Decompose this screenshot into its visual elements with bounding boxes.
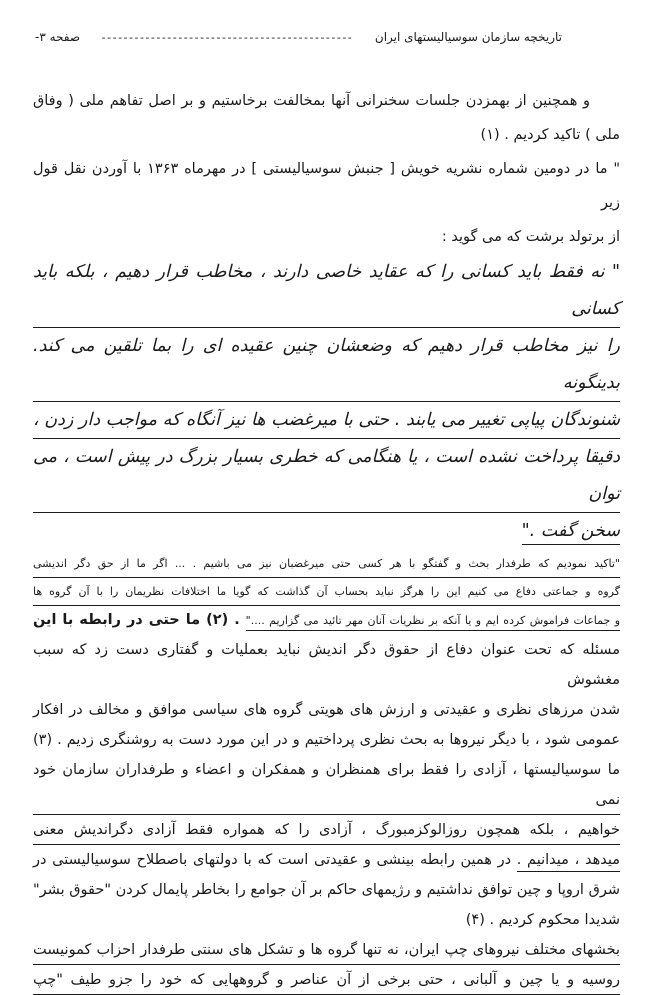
emphasized-text: سخن گفت ." <box>522 521 620 545</box>
text-line <box>33 875 620 905</box>
text-segment: شدن مرزهاى نظرى و عقيدتى و ارزش هاى هويتى گروه هاى سياسى موافق و مخالف در افكار <box>33 702 620 718</box>
text-segment: " نه فقط بايد كسانى را كه عقايد خاصى دارند ، مخاطب قرار دهيم ، بلكه بايد كسانى <box>33 262 620 319</box>
text-line <box>33 402 620 439</box>
text-line <box>33 118 620 152</box>
text-segment: عمومى شود ، با ديگر نيروها به بحث نظرى پرداختيم و در اين مورد دست به روشنگرى زديم . (۳) <box>33 732 620 748</box>
page-number-label: صفحه ۳- <box>35 30 81 44</box>
text-segment: روسيه و يا چين و آلبانى ، حتى برخى از آن عناصر و گروههايى كه خود را جزو طيف "چپ <box>33 972 620 988</box>
text-segment: شرق اروپا و چين توافق نداشتيم و رژيمهاى حاكم بر آن جوامع را بخاطر پايمال كردن "حقوق بشر" <box>33 882 620 898</box>
text-segment: ملى ) تاكيد كرديم . (۱) <box>480 127 620 143</box>
paragraph-journal-issue <box>33 152 620 254</box>
text-segment: شديدا محكوم كرديم . (۴) <box>465 912 620 928</box>
text-segment: خواهيم ، بلكه همچون روزالوكزمبورگ ، آزادى را كه همواره فقط آزادى دگرانديش معنى <box>33 822 620 838</box>
text-segment: بخشهاى مختلف نيروهاى چپ ايران، نه تنها گروه ها و تشكل هاى سنتى طرفدار احزاب كمونيست <box>33 942 620 958</box>
text-line <box>33 755 620 815</box>
header-separator-rule: ---------------------------------------------- <box>101 30 354 44</box>
text-segment: و همچنين از بهمزدن جلسات سخنرانى آنها بمخالفت برخاستيم و بر اصل تفاهم ملى ( وفاق <box>33 93 590 109</box>
paragraph-freedom-and-left <box>33 635 620 995</box>
text-line <box>33 965 620 995</box>
text-segment: در همين رابطه بينشى و عقيدتى است كه با دولتهاى باصطلاح سوسياليستى در <box>33 852 517 868</box>
text-line <box>33 845 620 875</box>
document-body <box>33 84 620 995</box>
emphasized-text: ميدهد ، ميدانيم . <box>517 852 620 872</box>
emphasized-text: و جماعات فراموش كرده ايم و يا آنكه بر نظريات آنان مهر تائيد مى گزاريم ...." <box>246 614 620 631</box>
text-segment: را نيز مخاطب قرار دهيم كه وضعشان چنين عقيده اى را بما تلقين مى كند. بدينگونه <box>33 336 620 393</box>
text-line <box>33 439 620 513</box>
emphasized-text: . (۲) ما حتى در رابطه با اين <box>33 612 246 628</box>
text-line <box>33 695 620 725</box>
text-line <box>33 635 620 695</box>
text-line <box>33 725 620 755</box>
text-line <box>33 513 620 550</box>
text-line <box>33 84 620 118</box>
text-line <box>33 935 620 965</box>
text-segment: "تاكيد نموديم كه طرفدار بحث و گفتگو با هر كسى حتى ميرغضبان نيز مى باشيم . ... اگر ما از حق دگر انديشى <box>33 557 620 570</box>
page-header <box>33 30 620 44</box>
text-segment: از برتولد برشت كه مى گويد : <box>441 229 620 245</box>
document-title: تاريخچه سازمان سوسياليستهاى ايران <box>374 30 562 44</box>
text-segment: " ما در دومين شماره نشريه خويش [ جنبش سوسياليستى ] در مهرماه ۱۳۶۳ با آوردن نقل قول زير <box>33 161 620 211</box>
text-segment: گروه و جماعتى دفاع مى كنيم اين را هرگز نبايد بحساب آن گذاشت كه گويا ما اختلافات نظريمان را با آن گروه ها <box>33 585 620 598</box>
text-line <box>33 815 620 845</box>
text-line <box>33 905 620 935</box>
text-line <box>33 550 620 578</box>
paragraph-national-accord <box>33 84 620 152</box>
text-segment: دقيقا پرداخت نشده است ، يا هنگامى كه خطرى بسيار بزرگ در پيش است ، مى توان <box>33 447 620 504</box>
text-segment: شنوندگان پياپى تغيير مى يابند . حتى با ميرغضب ها نيز آنگاه كه مواجب دار زدن ، <box>33 410 620 430</box>
text-line <box>33 152 620 220</box>
text-line <box>33 254 620 328</box>
text-line <box>33 328 620 402</box>
text-line <box>33 606 620 635</box>
text-segment: مسئله كه تحت عنوان دفاع از حقوق دگر انديش نبايد بعمليات و گفتارى دست زد كه سبب مغشوش <box>33 642 620 688</box>
text-segment: ما سوسياليستها ، آزادى را فقط براى همنظران و همفكران و اعضاء و طرفداران سازمان خود نمى <box>33 762 620 808</box>
small-print-citation <box>33 550 620 635</box>
text-line <box>33 220 620 254</box>
brecht-quotation <box>33 254 620 550</box>
text-line <box>33 578 620 606</box>
